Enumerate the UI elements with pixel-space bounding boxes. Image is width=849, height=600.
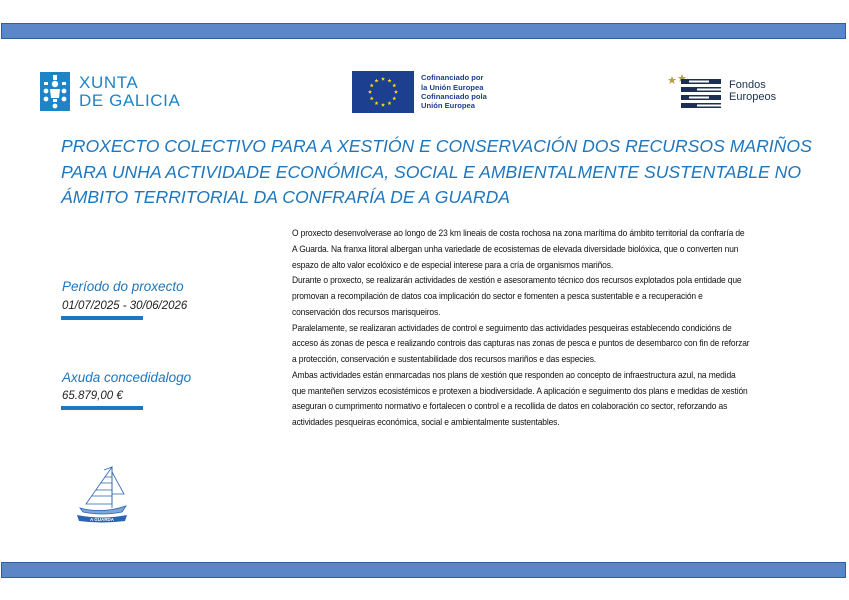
project-title: PROXECTO COLECTIVO PARA A XESTIÓN E CONSERVACIÓN DOS RECURSOS MARIÑOS PARA UNHA ACTIVIDADE ECONÓMICA, SOCIAL E AMBIENTALMENTE SUSTENTABLE NO ÁMBITO TERRITORIAL DA CONFRARÍA DE A GUARDA [61,136,812,207]
fondos-europeos-mark-icon [667,74,723,108]
description-paragraph-4: Ambas actividades están enmarcadas nos plans de xestión que responden ao concepto de infraestructura azul, na medida que manteñen servizos ecosistémicos e protexen a biodiversidade. A aplicación e seguimento dos plans e medidas de xestión aseguran o cumprimento normativo e fortalecen o control e a recollida de datos en colaboración co sector, reforzando as actividades pesqueiras económica, social e ambientalmente sustentables. [292,369,748,427]
grant-value: 65.879,00 € [62,390,123,402]
xunta-name-line1: XUNTA [79,72,139,92]
eu-text-line2: la Unión Europea [421,82,484,92]
bottom-banner-stripe [1,562,846,578]
period-underline [61,316,143,320]
period-value: 01/07/2025 - 30/06/2026 [62,300,188,312]
xunta-emblem-icon [40,72,70,111]
description-paragraph-1: O proxecto desenvolverase ao longo de 23 km lineais de costa rochosa na zona marítima do ámbito territorial da confraría de A Guarda. Na franxa litoral albergan unha variedade de ecosistemas de elevada diversidade biolóxica, que o converten nun espazo de alto valor ecolóxico e de especial interese para a cría de organismos mariños. [292,228,745,270]
project-description [292,226,750,431]
grant-underline [61,406,143,410]
top-banner-stripe [1,23,846,39]
grant-label: Axuda concedidalogo [62,370,192,385]
a-guarda-boat-logo-icon [74,464,130,524]
fondos-europeos-logo [667,74,776,108]
eu-cofinancing-logo [352,71,487,113]
description-paragraph-2: Durante o proxecto, se realizarán actividades de xestión e asesoramento técnico dos recursos explotados pola entidade que promovan a recompilación de datos coa implicación do sector e fomenten a pesca sustentable e a recuperación e conservación dos recursos marisqueiros. [292,275,742,317]
description-paragraph-3: Paralelamente, se realizaran actividades de control e seguimento das actividades pesqueiras establecendo condicións de acceso ás zonas de pesca e realizando controis das capturas nas zonas de pesca e puntos de desembarco con fin de reforzar a protección, conservación e sustentabilidade dos recursos mariños e das especies. [292,322,750,364]
xunta-name-line2: DE GALICIA [79,90,181,110]
eu-text-line3: Cofinanciado pola [421,92,487,101]
period-label: Período do proxecto [62,279,184,294]
eu-text-line1: Cofinanciado por [421,73,484,83]
xunta-logo [40,72,180,111]
fondos-text-line1: Fondos [729,78,766,91]
eu-text-line4: Unión Europea [421,101,476,111]
eu-flag-icon [352,71,414,113]
fondos-text-line2: Europeos [729,91,777,103]
svg-text:A GUARDA: A GUARDA [89,517,115,522]
